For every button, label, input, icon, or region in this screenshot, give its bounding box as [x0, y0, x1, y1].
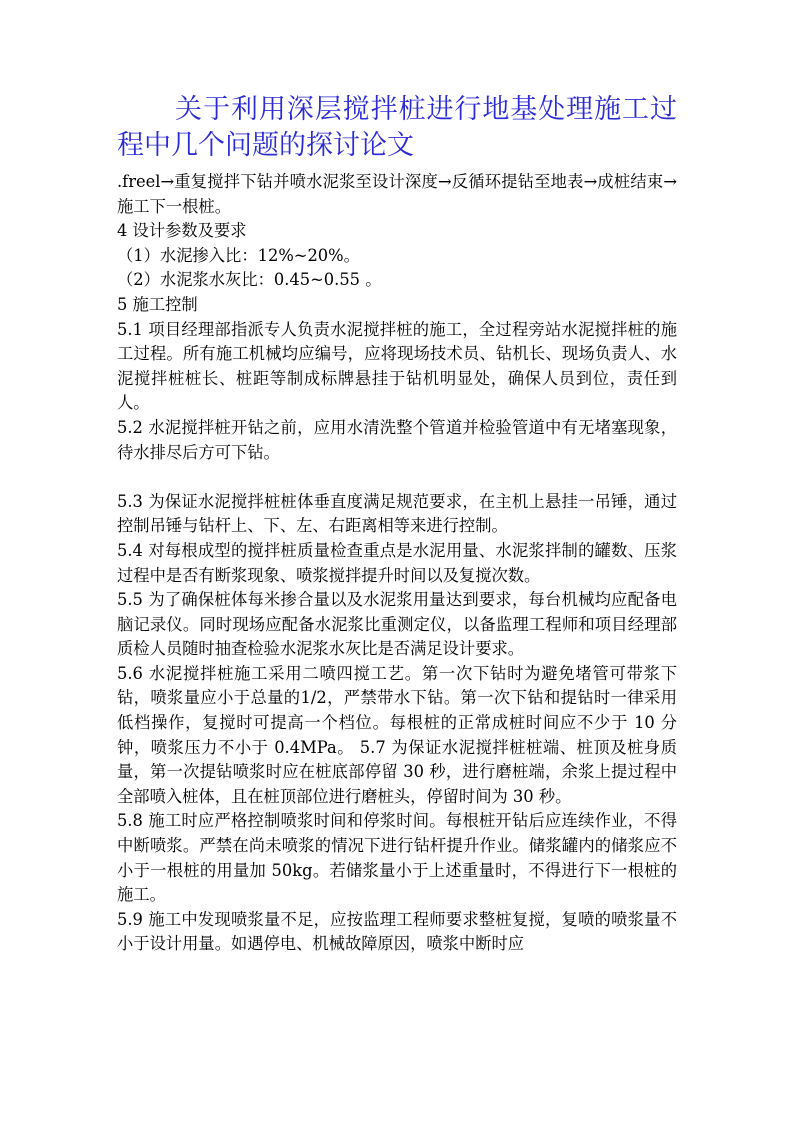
- paragraph-5-6: 5.6 水泥搅拌桩施工采用二喷四搅工艺。第一次下钻时为避免堵管可带浆下钻，喷浆量应小于总量的1/2，严禁带水下钻。第一次下钻和提钻时一律采用低档操作，复搅时可提高一个档位。每根桩的正常成桩时间应不少于 10 分钟，喷浆压力不小于 0.4MPa。 5.7 为保证水泥搅拌桩桩端、桩顶及桩身质量，第一次提钻喷浆时应在桩底部停留 30 秒，进行磨桩端，余浆上提过程中全部喷入桩体，且在桩顶部位进行磨桩头，停留时间为 30 秒。: [117, 663, 677, 806]
- paragraph-water-cement-ratio: （2）水泥浆水灰比：0.45~0.55 。: [117, 270, 382, 290]
- paragraph-5-4: 5.4 对每根成型的搅拌桩质量检查重点是水泥用量、水泥浆拌制的罐数、压浆过程中是否有断浆现象、喷浆搅拌提升时间以及复搅次数。: [117, 540, 677, 585]
- paragraph-5-1: 5.1 项目经理部指派专人负责水泥搅拌桩的施工，全过程旁站水泥搅拌桩的施工过程。所有施工机械均应编号，应将现场技术员、钻机长、现场负责人、水泥搅拌桩桩长、桩距等制成标牌悬挂于钻机明显处，确保人员到位，责任到人。: [117, 319, 677, 413]
- paragraph-5-3: 5.3 为保证水泥搅拌桩桩体垂直度满足规范要求，在主机上悬挂一吊锤，通过控制吊锤与钻杆上、下、左、右距离相等来进行控制。: [117, 491, 677, 536]
- document-body: [117, 92, 677, 957]
- paragraph-5-9: 5.9 施工中发现喷浆量不足，应按监理工程师要求整桩复搅，复喷的喷浆量不小于设计用量。如遇停电、机械故障原因，喷浆中断时应: [117, 909, 677, 954]
- blank-line: [117, 465, 677, 490]
- heading-construction-control: 5 施工控制: [117, 294, 198, 314]
- paragraph-5-2: 5.2 水泥搅拌桩开钻之前，应用水清洗整个管道并检验管道中有无堵塞现象，待水排尽后方可下钻。: [117, 417, 677, 462]
- paragraph-cement-ratio: （1）水泥掺入比：12%~20%。: [117, 245, 360, 265]
- paragraph-process-flow: .freel→重复搅拌下钻并喷水泥浆至设计深度→反循环提钻至地表→成桩结束→施工下一根桩。: [117, 172, 677, 216]
- paragraph-5-5: 5.5 为了确保桩体每米掺合量以及水泥浆用量达到要求，每台机械均应配备电脑记录仪。同时现场应配备水泥浆比重测定仪，以备监理工程师和项目经理部质检人员随时抽查检验水泥浆水灰比是否满足设计要求。: [117, 590, 677, 659]
- paragraph-5-8: 5.8 施工时应严格控制喷浆时间和停浆时间。每根桩开钻后应连续作业，不得中断喷浆。严禁在尚未喷浆的情况下进行钻杆提升作业。储浆罐内的储浆应不小于一根桩的用量加 50kg。若储浆量小于上述重量时，不得进行下一根桩的施工。: [117, 811, 677, 905]
- document-title: 关于利用深层搅拌桩进行地基处理施工过程中几个问题的探讨论文: [117, 94, 677, 161]
- heading-design-parameters: 4 设计参数及要求: [117, 221, 247, 241]
